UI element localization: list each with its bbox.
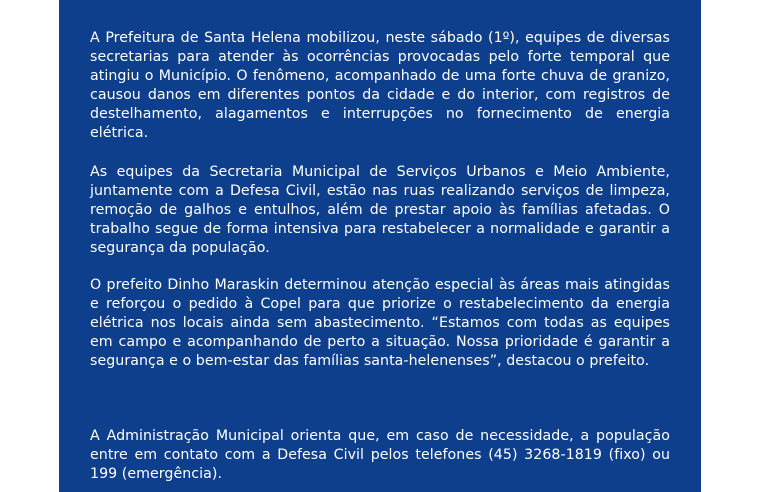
article-paragraph-2: As equipes da Secretaria Municipal de Serviços Urbanos e Meio Ambiente, juntamente com a Defesa Civil, estão nas ruas realizando serviços de limpeza, remoção de galhos e entulhos, além de prestar apoio às famílias afetadas. O trabalho segue de forma intensiva para restabelecer a normalidade e garantir a segurança da população.	[90, 164, 670, 257]
article-paragraph-3: O prefeito Dinho Maraskin determinou atenção especial às áreas mais atingidas e reforçou o pedido à Copel para que priorize o restabelecimento da energia elétrica nos locais ainda sem abastecimento. “Estamos com todas as equipes em campo e acompanhando de perto a situação. Nossa prioridade é garantir a segurança e o bem-estar das famílias santa-helenenses”, destacou o prefeito.	[90, 277, 670, 370]
article-paragraph-1: A Prefeitura de Santa Helena mobilizou, neste sábado (1º), equipes de diversas secretarias para atender às ocorrências provocadas pelo forte temporal que atingiu o Município. O fenômeno, acompanhado de uma forte chuva de granizo, causou danos em diferentes pontos da cidade e do interior, com registros de destelhamento, alagamentos e interrupções no fornecimento de energia elétrica.	[90, 30, 670, 142]
article-paragraph-4: A Administração Municipal orienta que, em caso de necessidade, a população entre em contato com a Defesa Civil pelos telefones (45) 3268-1819 (fixo) ou 199 (emergência).	[90, 428, 670, 483]
article-card	[59, 0, 701, 492]
